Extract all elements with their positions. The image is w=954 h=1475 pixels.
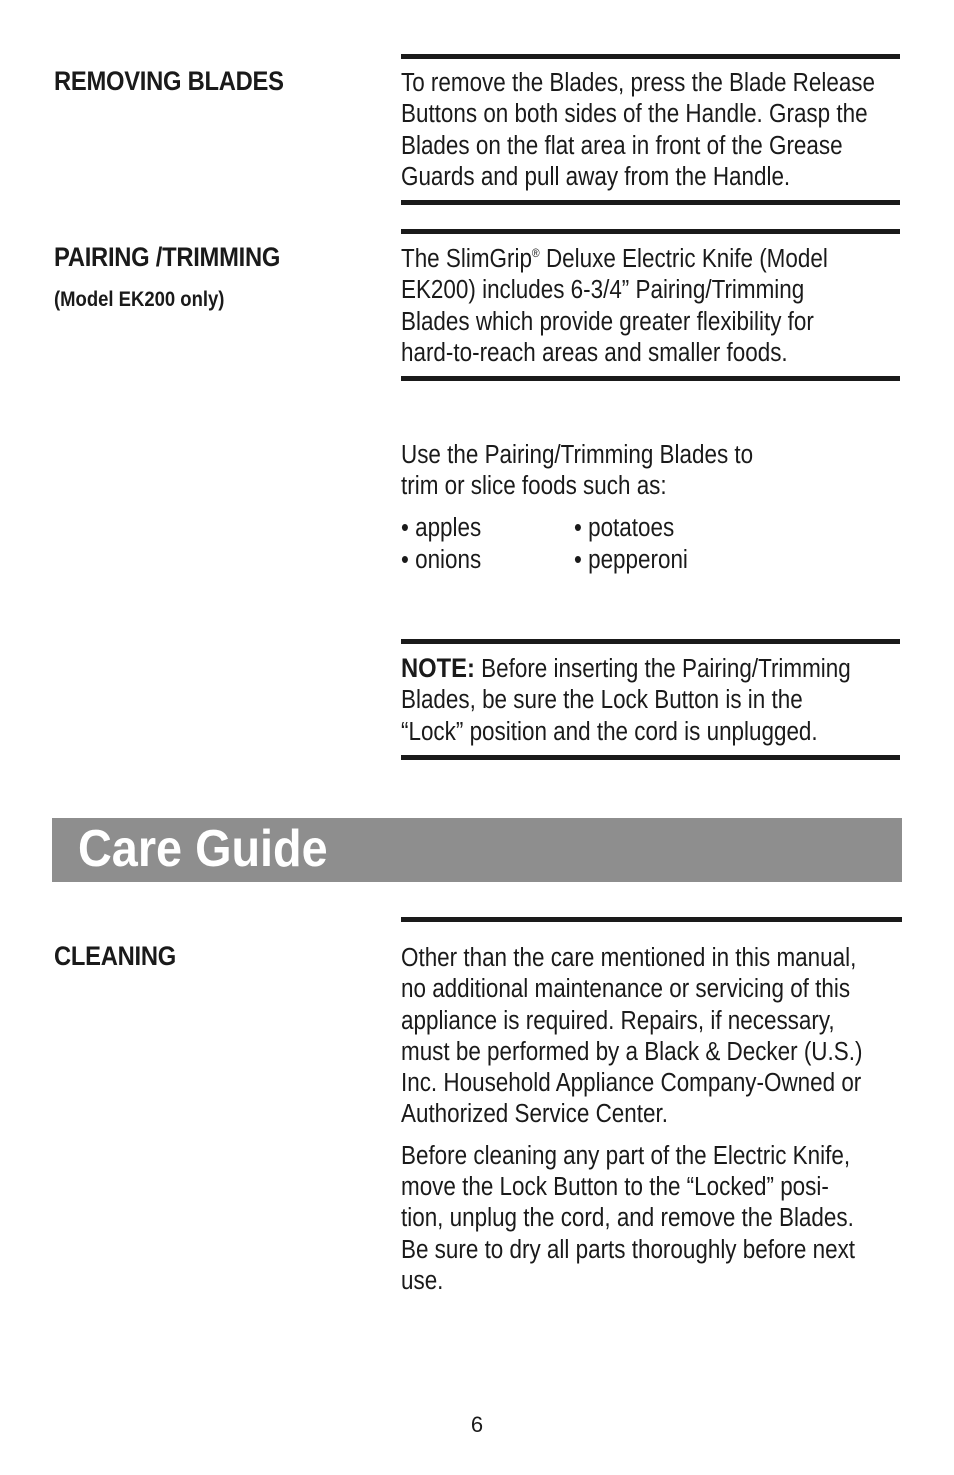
text-line: tion, unplug the cord, and remove the Blades. [401,1204,854,1233]
list-item: • apples [401,514,482,542]
text-line: no additional maintenance or servicing of this [401,975,851,1004]
text-line: must be performed by a Black & Decker (U.S.) [401,1037,863,1066]
text-line: move the Lock Button to the “Locked” posi- [401,1173,829,1202]
pairing-trimming-heading: PAIRING /TRIMMING [54,242,281,272]
text-line: Other than the care mentioned in this manual, [401,944,857,972]
text-line: trim or slice foods such as: [401,472,667,501]
care-guide-banner [52,818,902,882]
text-line: The SlimGrip® Deluxe Electric Knife (Model [401,245,828,273]
list-item: • potatoes [574,514,675,542]
text-line: “Lock” position and the cord is unplugged. [401,717,818,746]
cleaning-heading: CLEANING [54,941,176,971]
section-rule [401,200,900,205]
text-line: use. [401,1266,444,1295]
section-rule [401,755,900,760]
text-line: Authorized Service Center. [401,1100,668,1129]
text-line: appliance is required. Repairs, if necessary, [401,1006,835,1035]
text-line: Blades, be sure the Lock Button is in the [401,686,803,715]
pairing-trimming-subheading: (Model EK200 only) [54,288,225,311]
text-line: Guards and pull away from the Handle. [401,162,791,191]
care-guide-title: Care Guide [78,820,328,878]
registered-mark: ® [531,246,540,260]
text-line: Blades which provide greater flexibility for [401,307,814,336]
text-line: Blades on the flat area in front of the Grease [401,131,843,160]
text-line: To remove the Blades, press the Blade Release [401,69,876,97]
use-blades-text [401,440,894,503]
text-line: hard-to-reach areas and smaller foods. [401,338,788,367]
cleaning-text [401,943,894,1297]
removing-blades-text [401,68,894,193]
list-item: • onions [401,546,482,574]
note-label: NOTE: [401,653,475,683]
note-text [401,653,894,748]
section-rule [401,639,900,644]
text-line: EK200) includes 6-3/4” Pairing/Trimming [401,276,805,305]
text-line: Use the Pairing/Trimming Blades to [401,441,754,469]
text-line: Buttons on both sides of the Handle. Grasp the [401,100,868,129]
section-rule [401,54,900,59]
text-line: NOTE: Before inserting the Pairing/Trimming [401,653,851,683]
section-rule [401,229,900,234]
page-number: 6 [470,1412,484,1437]
list-item: • pepperoni [574,546,688,574]
text-line: Before cleaning any part of the Electric Knife, [401,1141,851,1170]
text-line: Be sure to dry all parts thoroughly before next [401,1235,856,1264]
removing-blades-heading: REMOVING BLADES [54,66,284,96]
pairing-trimming-text [401,244,894,369]
text-line: Inc. Household Appliance Company-Owned or [401,1069,862,1098]
section-rule [401,376,900,381]
section-rule [401,917,902,922]
